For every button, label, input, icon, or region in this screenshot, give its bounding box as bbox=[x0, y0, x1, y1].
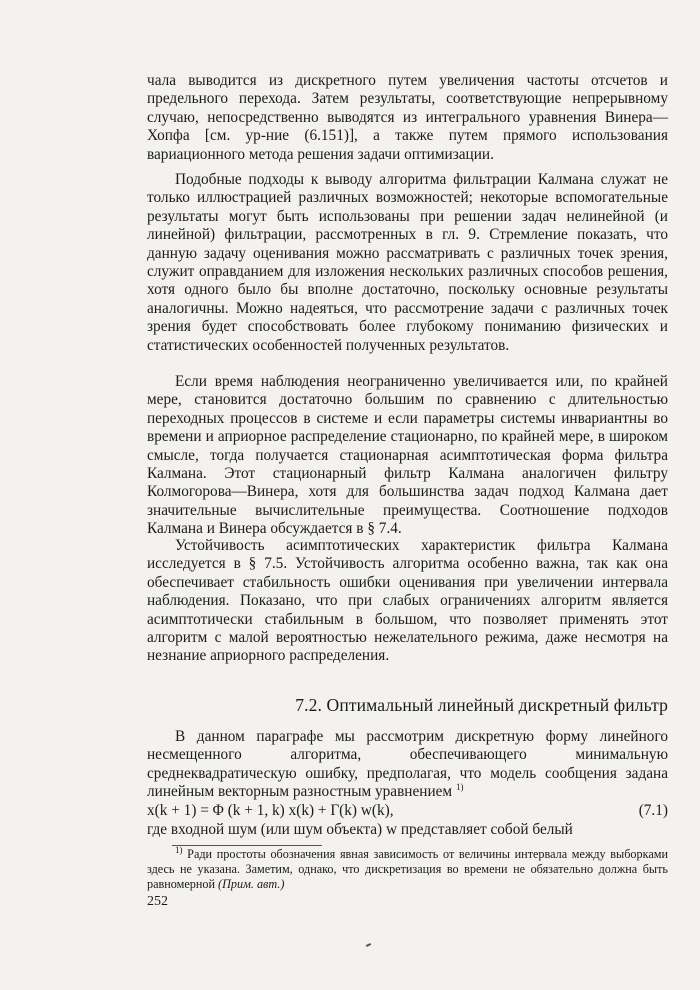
equation-7-1 bbox=[147, 801, 668, 821]
body-text-block-1 bbox=[147, 72, 668, 164]
equation-body: x(k + 1) = Φ (k + 1, k) x(k) + Γ(k) w(k), bbox=[147, 802, 394, 819]
body-text-block-3 bbox=[147, 373, 668, 539]
page-number: 252 bbox=[147, 894, 168, 909]
paragraph-stationary-filter: Если время наблюдения неограниченно увеличивается или, по крайней мере, становится достаточно большим по сравнению с длительностью переходных процессов в системе и если параметры системы инвариантны во времени и априорное распределение стационарно, по крайней мере, в широком смысле, тогда получается стационарная асимптотическая форма фильтра Калмана. Этот стационарный фильтр Калмана аналогичен фильтру Колмогорова—Винера, хотя для большинства задач подход Калмана дает значительные вычислительные преимущества. Соотношение подходов Калмана и Винера обсуждается в § 7.4. bbox=[147, 373, 668, 538]
footnote-divider bbox=[172, 845, 322, 846]
scan-speck bbox=[366, 943, 371, 947]
footnote-text: Ради простоты обозначения явная зависимость от величины интервала между выборками здесь не указана. Заметим, однако, что дискретизация во времени не обязательно должна быть равномерной bbox=[147, 847, 669, 892]
paragraph-section-intro bbox=[147, 728, 668, 802]
paragraph-input-noise: где входной шум (или шум объекта) w представляет собой белый bbox=[147, 821, 573, 838]
footnote-paragraph bbox=[147, 844, 669, 893]
paragraph-stability: Устойчивость асимптотических характеристик фильтра Калмана исследуется в § 7.5. Устойчивость алгоритма особенно важна, так как она обеспечивает стабильность ошибки оценивания при увеличении интервала наблюдения. Показано, что при слабых ограничениях алгоритм является асимптотически стабильным в большом, что позволяет применять этот алгоритм с малой вероятностью нежелательного режима, даже несмотря на незнание априорного распределения. bbox=[147, 537, 668, 665]
footnote bbox=[147, 844, 669, 893]
footnote-mark: 1) bbox=[175, 844, 183, 855]
body-text-block-2 bbox=[147, 171, 668, 355]
paragraph-section-intro-text: В данном параграфе мы рассмотрим дискретную форму линейного несмещенного алгоритма, обеспечивающего минимальную среднеквадратическую ошибку, предполагая, что модель сообщения задана линейным векторным разностным уравнением bbox=[147, 728, 668, 801]
section-heading: 7.2. Оптимальный линейный дискретный фильтр bbox=[295, 695, 668, 715]
body-text-block-5 bbox=[147, 728, 668, 802]
equation-number: (7.1) bbox=[638, 802, 668, 819]
paragraph-continued: чала выводится из дискретного путем увеличения частоты отсчетов и предельного перехода. Затем результаты, соответствующие непрерывному случаю, непосредственно выводятся из интегрального уравнения Винера—Хопфа [см. ур-ние (6.151)], а также путем прямого использования вариационного метода решения задачи оптимизации. bbox=[147, 72, 668, 163]
footnote-reference-mark: 1) bbox=[455, 782, 464, 793]
paragraph-kalman-approaches: Подобные подходы к выводу алгоритма фильтрации Калмана служат не только иллюстрацией различных возможностей; некоторые вспомогательные результаты могут быть использованы при решении задач нелинейной (и линейной) фильтрации, рассмотренных в гл. 9. Стремление показать, что данную задачу оценивания можно рассматривать с различных точек зрения, служит оправданием для изложения нескольких различных способов решения, хотя одного было бы вполне достаточно, поскольку основные результаты аналогичны. Можно надеяться, что рассмотрение задачи с различных точек зрения будет способствовать более глубокому пониманию физических и статистических особенностей полученных результатов. bbox=[147, 171, 668, 354]
body-text-block-6 bbox=[147, 821, 668, 839]
footnote-author-note: (Прим. авт.) bbox=[218, 877, 285, 892]
body-text-block-4 bbox=[147, 537, 668, 666]
